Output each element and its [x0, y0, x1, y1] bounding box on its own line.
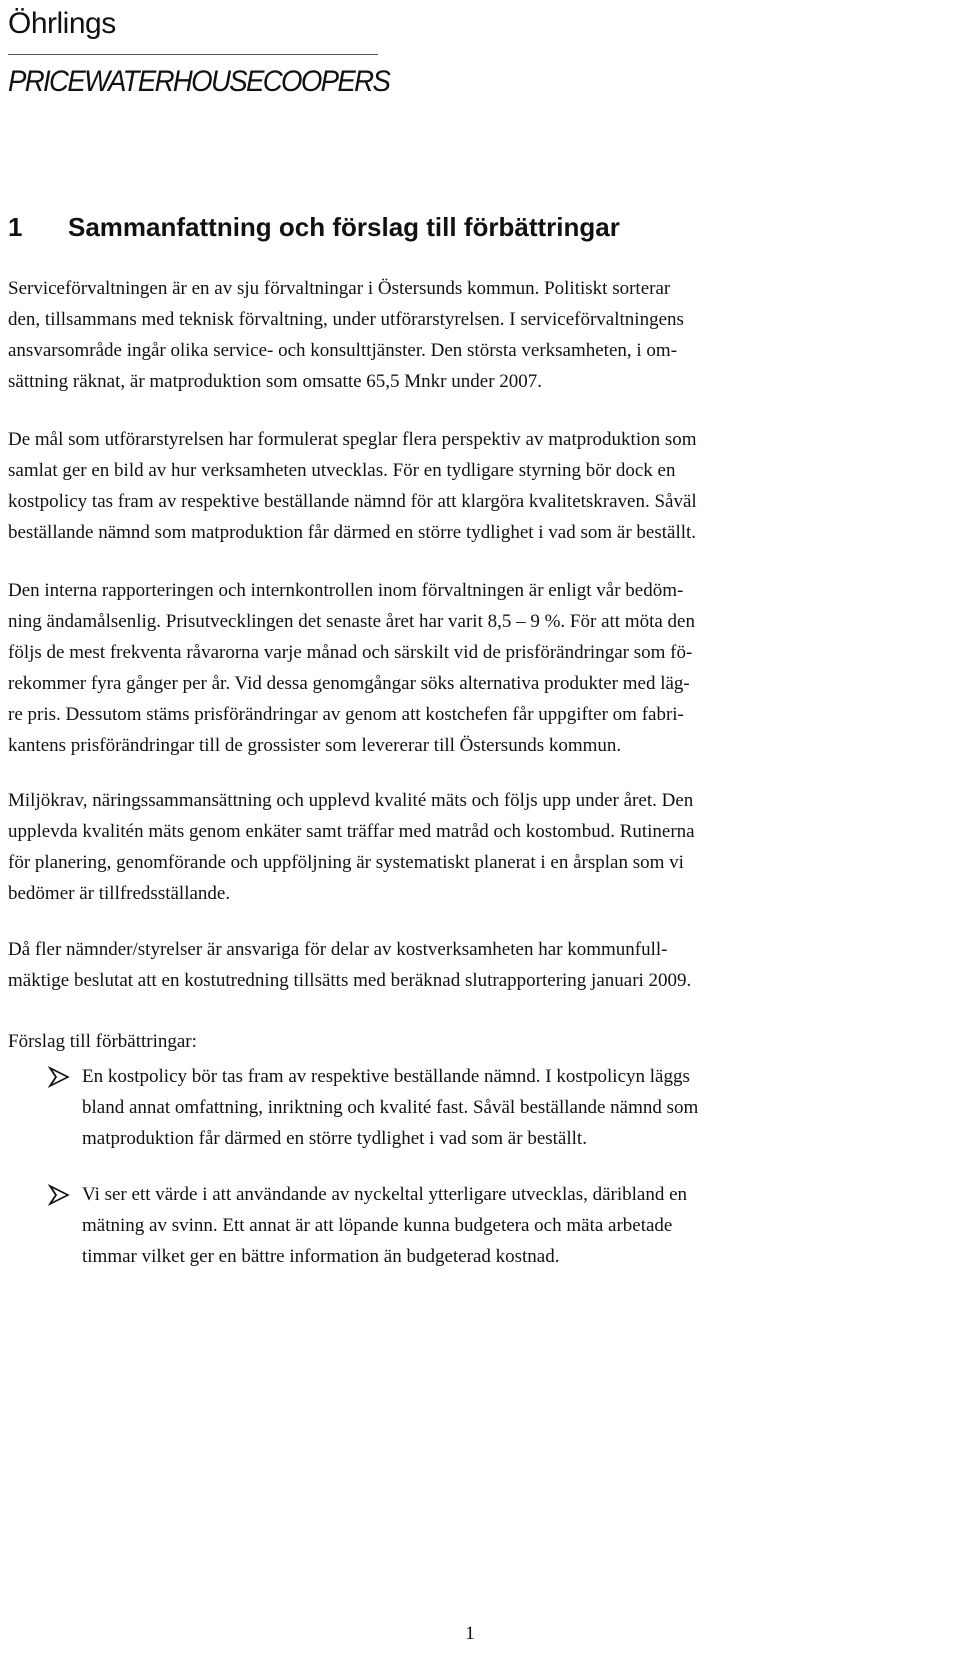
text-line: timmar vilket ger en bättre information än budgeterad kostnad. — [82, 1246, 560, 1267]
brand-wordmark-row — [8, 65, 390, 99]
text-line: för planering, genomförande och uppföljning är systematiskt planerat i en årsplan som vi — [8, 852, 684, 873]
arrowhead-bullet-icon — [48, 1184, 70, 1206]
paragraph-intro — [8, 273, 908, 397]
text-line: matproduktion får därmed en större tydlighet i vad som är beställt. — [82, 1128, 587, 1149]
page-number: 1 — [465, 1623, 475, 1644]
text-line: beställande nämnd som matproduktion får därmed en större tydlighet i vad som är beställt. — [8, 522, 697, 543]
text-line: Förslag till förbättringar: — [8, 1031, 197, 1052]
proposal-text — [82, 1179, 908, 1272]
text-line: re pris. Dessutom stäms prisförändringar av genom att kostchefen får uppgifter om fabri- — [8, 704, 684, 725]
proposal-text — [82, 1061, 908, 1154]
text-line: mäktige beslutat att en kostutredning tillsätts med beräknad slutrapportering januari 2009. — [8, 970, 692, 991]
section-title: Sammanfattning och förslag till förbättringar — [68, 212, 620, 242]
text-line: kostpolicy tas fram av respektive beställande nämnd för att klargöra kvalitetskraven. Såväl — [8, 491, 697, 512]
arrowhead-bullet-icon — [48, 1066, 70, 1088]
section-heading — [8, 210, 620, 244]
text-line: Vi ser ett värde i att användande av nyckeltal ytterligare utvecklas, däribland en — [82, 1184, 688, 1205]
text-line: De mål som utförarstyrelsen har formulerat speglar flera perspektiv av matproduktion som — [8, 429, 697, 450]
text-line: sättning räknat, är matproduktion som omsatte 65,5 Mnkr under 2007. — [8, 371, 543, 392]
text-line: bland annat omfattning, inriktning och kvalité fast. Såväl beställande nämnd som — [82, 1097, 699, 1118]
text-line: kantens prisförändringar till de grossister som levererar till Östersunds kommun. — [8, 735, 622, 756]
paragraph-investigation — [8, 934, 908, 996]
text-line: samlat ger en bild av hur verksamheten utvecklas. För en tydligare styrning bör dock en — [8, 460, 676, 481]
text-line: Miljökrav, näringssammansättning och upplevd kvalité mäts och följs upp under året. Den — [8, 790, 694, 811]
proposal-item — [48, 1179, 908, 1272]
text-line: rekommer fyra gånger per år. Vid dessa genomgångar söks alternativa produkter med läg- — [8, 673, 690, 694]
text-line: Serviceförvaltningen är en av sju förvaltningar i Östersunds kommun. Politiskt sorterar — [8, 278, 671, 299]
text-line: den, tillsammans med teknisk förvaltning, under utförarstyrelsen. I serviceförvaltningens — [8, 309, 684, 330]
company-logo — [8, 6, 390, 99]
proposal-item — [48, 1061, 908, 1154]
text-line: Då fler nämnder/styrelser är ansvariga för delar av kostverksamheten har kommunfull- — [8, 939, 668, 960]
text-line: bedömer är tillfredsställande. — [8, 883, 231, 904]
text-line: följs de mest frekventa råvarorna varje månad och särskilt vid de prisförändringar som fö- — [8, 642, 693, 663]
brand-pricewaterhousecoopers: PRICEWATERHOUSECOOPERS — [8, 65, 390, 98]
proposals-label — [8, 1026, 908, 1057]
paragraph-goals — [8, 424, 908, 548]
section-number: 1 — [8, 212, 23, 242]
text-line: mätning av svinn. Ett annat är att löpande kunna budgetera och mäta arbetade — [82, 1215, 673, 1236]
brand-divider — [8, 54, 378, 55]
brand-ohrlings: Öhrlings — [8, 7, 116, 40]
text-line: ning ändamålsenlig. Prisutvecklingen det senaste året har varit 8,5 – 9 %. För att möta den — [8, 611, 695, 632]
text-line: ansvarsområde ingår olika service- och konsulttjänster. Den största verksamheten, i om- — [8, 340, 678, 361]
text-line: Den interna rapporteringen och internkontrollen inom förvaltningen är enligt vår bedöm- — [8, 580, 684, 601]
paragraph-internal-control — [8, 575, 908, 761]
paragraph-quality — [8, 785, 908, 909]
text-line: En kostpolicy bör tas fram av respektive beställande nämnd. I kostpolicyn läggs — [82, 1066, 690, 1087]
text-line: upplevda kvalitén mäts genom enkäter samt träffar med matråd och kostombud. Rutinerna — [8, 821, 695, 842]
